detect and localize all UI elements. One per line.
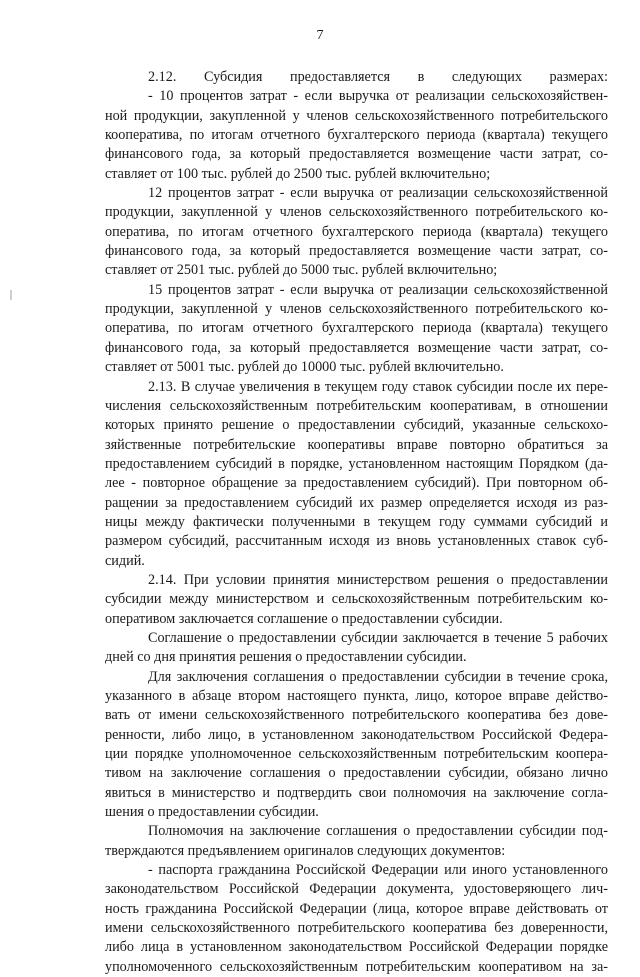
text-line: оперативом заключается соглашение о предоставлении субсидии. [105, 610, 503, 627]
text-line: тивом на заключение соглашения о предоставлении субсидии, обязано лично [105, 765, 608, 782]
text-line: кооператива, по итогам отчетного бухгалтерского периода (квартала) текущего [105, 127, 608, 144]
text-line: продукции, закупленной у членов сельскохозяйственного потребительского ко- [105, 204, 608, 221]
text-line: указанного в абзаце втором настоящего пункта, лицо, которое вправе действо- [105, 688, 608, 704]
scan-mark [10, 290, 12, 300]
text-line: ницы между фактически полученными в текущем году суммами субсидий и [105, 513, 608, 530]
text-line: субсидии между министерством и сельскохозяйственным потребительским ко- [105, 591, 608, 608]
text-line: ность гражданина Российской Федерации (лица, которое вправе действовать от [105, 900, 608, 917]
text-line: Полномочия на заключение соглашения о предоставлении субсидии под- [148, 823, 608, 840]
text-line: уполномоченного сельскохозяйственным потребительским кооперативом на за- [105, 958, 608, 975]
text-line: сидий. [105, 552, 145, 569]
text-line: шения о предоставлении субсидии. [105, 804, 319, 821]
document-body [105, 68, 608, 977]
text-line: 2.14. При условии принятия министерством решения о предоставлении [148, 571, 608, 588]
text-line: ращении за предоставлением субсидий их размер определяется исходя из раз- [105, 494, 608, 511]
text-line: 12 процентов затрат - если выручка от реализации сельскохозяйственной [148, 185, 608, 202]
text-line: 2.12. Субсидия предоставляется в следующих размерах: [148, 69, 608, 85]
text-line: зяйственные потребительские кооперативы вправе повторно обратиться за [105, 436, 608, 453]
page-number: 7 [316, 28, 324, 43]
text-line: 2.13. В случае увеличения в текущем году ставок субсидии после их пере- [148, 378, 608, 395]
text-line: оператива, по итогам отчетного бухгалтерского периода (квартала) текущего [105, 320, 608, 337]
text-line: лее - повторное обращение за предоставлением субсидий). При повторном об- [105, 475, 608, 492]
text-line: либо лица в установленном законодательством Российской Федерации порядке [105, 939, 608, 956]
text-line: тверждаются предъявлением оригиналов следующих документов: [105, 842, 506, 859]
text-line: ной продукции, закупленной у членов сельскохозяйственного потребительского [105, 107, 608, 124]
text-line: ции порядке уполномоченное сельскохозяйственным потребительским коопера- [105, 746, 608, 763]
text-line: - 10 процентов затрат - если выручка от реализации сельскохозяйствен- [148, 88, 608, 105]
text-line: размером субсидий, рассчитанным исходя из вновь установленных ставок суб- [105, 533, 608, 550]
text-line: оператива, по итогам отчетного бухгалтерского периода (квартала) текущего [105, 223, 608, 240]
text-line: ставляет от 2501 тыс. рублей до 5000 тыс. рублей включительно; [105, 262, 498, 279]
text-line: ставляет от 100 тыс. рублей до 2500 тыс. рублей включительно; [105, 165, 491, 182]
text-line: 15 процентов затрат - если выручка от реализации сельскохозяйственной [148, 281, 608, 298]
text-line: - паспорта гражданина Российской Федерации или иного установленного [148, 862, 608, 879]
text-line: финансового года, за который предоставляется возмещение части затрат, со- [105, 243, 608, 260]
text-line: Для заключения соглашения о предоставлении субсидии в течение срока, [148, 668, 608, 685]
text-line: финансового года, за который предоставляется возмещение части затрат, со- [105, 146, 608, 163]
text-line: Соглашение о предоставлении субсидии заключается в течение 5 рабочих [148, 629, 608, 646]
text-line: предоставлением субсидий в порядке, установленном настоящим Порядком (да- [105, 455, 608, 472]
text-line: числения сельскохозяйственным потребительским кооперативам, в отношении [105, 397, 608, 414]
text-line: дней со дня принятия решения о предоставлении субсидии. [105, 649, 467, 666]
text-line: которых принято решение о предоставлении субсидий, указанные сельскохо- [105, 417, 608, 434]
text-line: имени сельскохозяйственного потребительского кооператива без доверенности, [105, 920, 608, 937]
text-line: финансового года, за который предоставляется возмещение части затрат, со- [105, 339, 608, 356]
text-line: продукции, закупленной у членов сельскохозяйственного потребительского ко- [105, 301, 608, 318]
text-line: законодательством Российской Федерации документа, удостоверяющего лич- [105, 881, 608, 898]
text-line: вать от имени сельскохозяйственного потребительского кооператива без дове- [105, 707, 608, 724]
text-line: ренности, либо лицо, в установленном законодательством Российской Федера- [105, 726, 608, 743]
text-line: ставляет от 5001 тыс. рублей до 10000 тыс. рублей включительно. [105, 359, 504, 376]
text-line: явиться в министерство и подтвердить свои полномочия на заключение согла- [105, 784, 608, 801]
